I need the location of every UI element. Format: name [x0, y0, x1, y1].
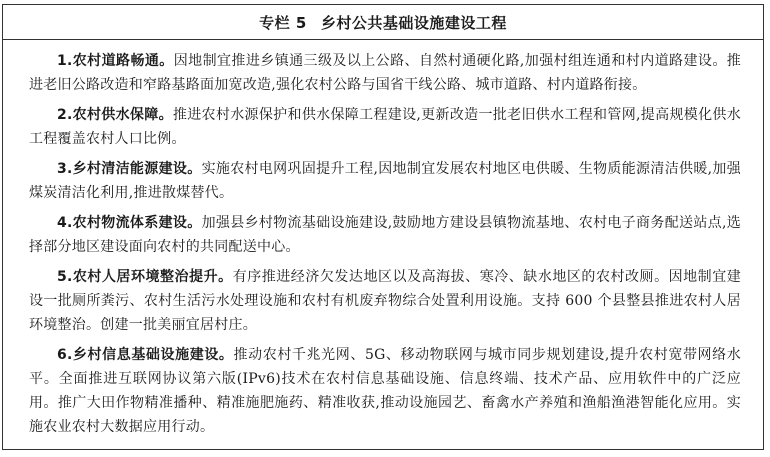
- feature-box: [2, 4, 764, 450]
- item-heading: 农村供水保障。: [72, 107, 173, 123]
- list-item: [29, 211, 741, 259]
- item-text: 推进农村水源保护和供水保障工程建设,更新改造一批老旧供水工程和管网,提高规模化供水工程覆盖农村人口比例。: [29, 107, 741, 147]
- item-text: 实施农村电网巩固提升工程,因地制宜发展农村地区电供暖、生物质能源清洁供暖,加强煤炭清洁化利用,推进散煤替代。: [29, 161, 742, 201]
- item-number: 3.: [57, 161, 73, 177]
- box-label: 专栏 5: [259, 13, 307, 32]
- item-number: 4.: [57, 215, 73, 231]
- list-item: [29, 265, 741, 337]
- item-text: 加强县乡村物流基础设施建设,鼓励地方建设县镇物流基地、农村电子商务配送站点,选择部分地区建设面向农村的共同配送中心。: [29, 215, 742, 255]
- list-item: [29, 343, 741, 439]
- item-number: 1.: [57, 53, 73, 69]
- item-text: 有序推进经济欠发达地区以及高海拔、寒冷、缺水地区的农村改厕。因地制宜建设一批厕所粪污、农村生活污水处理设施和农村有机废弃物综合处置利用设施。支持 600 个县整县推进农村人居环境整治。创建一批美丽宜居村庄。: [29, 269, 741, 333]
- item-number: 6.: [57, 347, 73, 363]
- item-heading: 农村物流体系建设。: [72, 215, 202, 231]
- item-text: 因地制宜推进乡镇通三级及以上公路、自然村通硬化路,加强村组连通和村内道路建设。推进老旧公路改造和窄路基路面加宽改造,强化农村公路与国省干线公路、城市道路、村内道路衔接。: [29, 53, 741, 93]
- item-heading: 乡村清洁能源建设。: [72, 161, 202, 177]
- list-item: [29, 157, 741, 205]
- box-title: 乡村公共基础设施建设工程: [320, 13, 507, 32]
- item-heading: 农村人居环境整治提升。: [72, 269, 233, 285]
- item-number: 5.: [57, 269, 73, 285]
- box-body: [3, 40, 763, 439]
- list-item: [29, 103, 741, 151]
- box-title-bar: [3, 5, 763, 40]
- item-text: 推动农村千兆光网、5G、移动物联网与城市同步规划建设,提升农村宽带网络水平。全面推进互联网协议第六版(IPv6)技术在农村信息基础设施、信息终端、技术产品、应用软件中的广泛应用。推广大田作物精准播种、精准施肥施药、精准收获,推动设施园艺、畜禽水产养殖和渔船渔港智能化应用。实施农业农村大数据应用行动。: [29, 347, 742, 435]
- item-heading: 农村道路畅通。: [72, 53, 174, 69]
- list-item: [29, 49, 741, 97]
- item-number: 2.: [57, 107, 73, 123]
- item-heading: 乡村信息基础设施建设。: [72, 347, 234, 363]
